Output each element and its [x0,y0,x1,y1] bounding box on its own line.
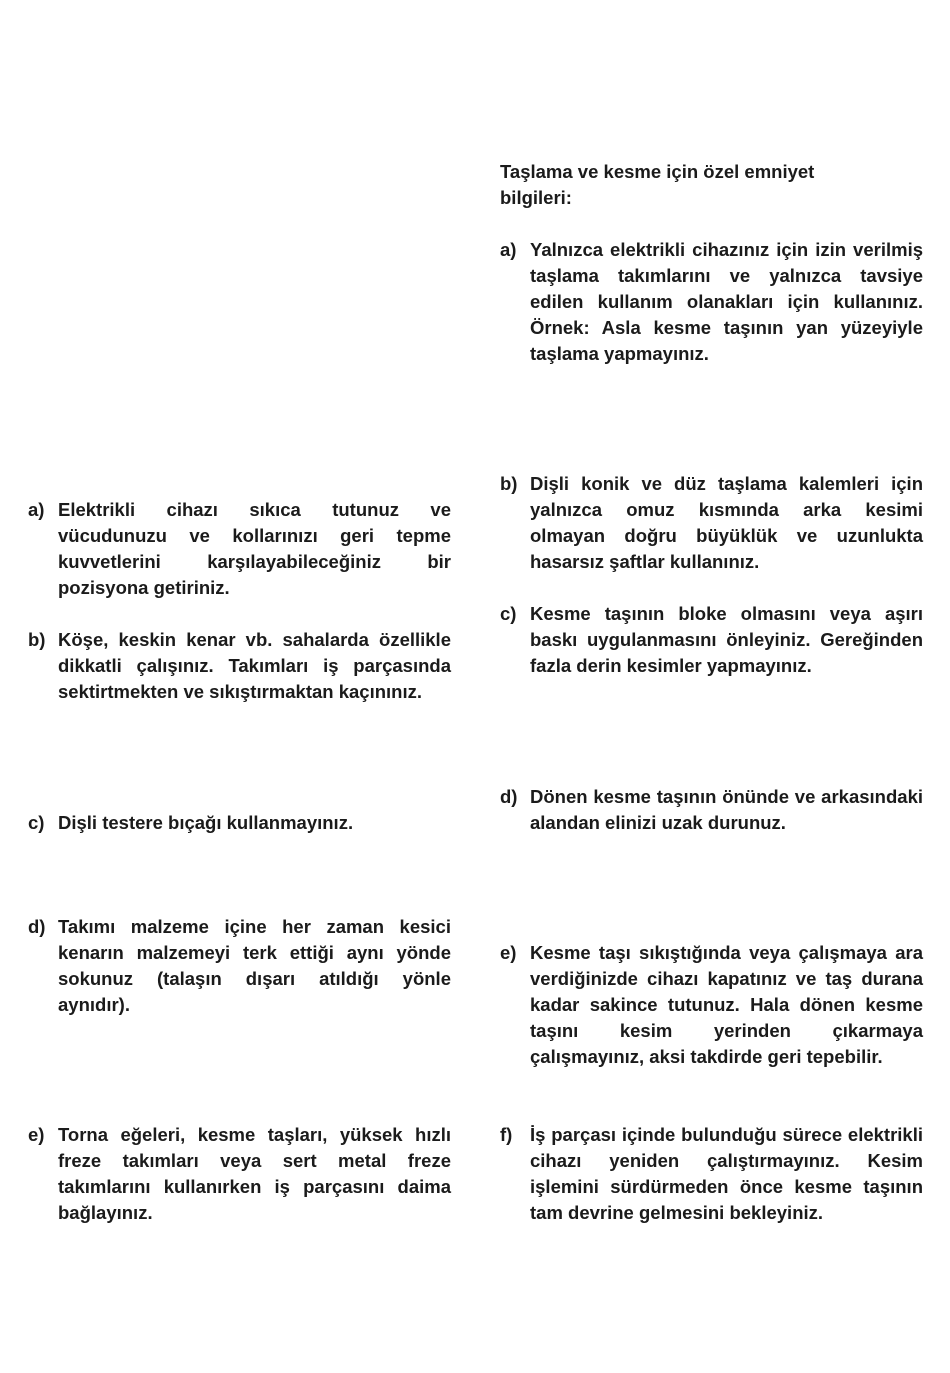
list-item-right-f [500,1122,923,1226]
item-text: Takımı malzeme içine her zaman kesici kenarın malzemeyi terk ettiği aynı yönde sokunuz (talaşın dışarı atıldığı yönle aynıdır). [58,916,451,1015]
item-letter: e) [500,942,517,963]
item-text: Kesme taşı sıkıştığında veya çalışmaya ara verdiğinizde cihazı kapatınız ve taş durana kadar sakince tutunuz. Hala dönen kesme taşını kesim yerinden çıkarmaya çalışmayınız, aksi takdirde geri tepebilir. [530,942,923,1067]
list-item-right-a [500,237,923,367]
item-text: Elektrikli cihazı sıkıca tutunuz ve vücudunuzu ve kollarınızı geri tepme kuvvetlerini karşılayabileceğiniz bir pozisyona getiriniz. [58,499,451,598]
section-heading: Taşlama ve kesme için özel emniyet bilgileri: [500,161,815,208]
item-text: Torna eğeleri, kesme taşları, yüksek hızlı freze takımları veya sert metal freze takımlarını kullanırken iş parçasını daima bağlayınız. [58,1124,451,1223]
item-letter: b) [28,629,46,650]
item-text: Köşe, keskin kenar vb. sahalarda özellikle dikkatli çalışınız. Takımları iş parçasında sektirtmekten ve sıkıştırmaktan kaçınınız. [58,629,451,702]
list-item-left-c [28,810,451,836]
item-letter: d) [500,786,518,807]
list-item-left-b [28,627,451,705]
item-text: Kesme taşının bloke olmasını veya aşırı baskı uygulanmasını önleyiniz. Gereğinden fazla derin kesimler yapmayınız. [530,603,923,676]
item-letter: c) [500,603,517,624]
item-letter: e) [28,1124,45,1145]
list-item-left-e [28,1122,451,1226]
list-item-right-e [500,940,923,1070]
item-text: Dişli konik ve düz taşlama kalemleri için yalnızca omuz kısmında arka kesimi olmayan doğru büyüklük ve uzunlukta hasarsız şaftlar kullanınız. [530,473,923,572]
list-item-right-b [500,471,923,575]
item-letter: a) [500,239,517,260]
item-letter: a) [28,499,45,520]
item-text: Dişli testere bıçağı kullanmayınız. [58,812,354,833]
list-item-left-d [28,914,451,1018]
item-letter: b) [500,473,518,494]
item-letter: f) [500,1124,513,1145]
item-text: Yalnızca elektrikli cihazınız için izin verilmiş taşlama takımlarını ve yalnızca tavsiye edilen kullanım olanakları için kullanınız. Örnek: Asla kesme taşının yan yüzeyiyle taşlama yapmayınız. [530,239,923,364]
item-letter: d) [28,916,46,937]
list-item-left-a [28,497,451,601]
item-text: Dönen kesme taşının önünde ve arkasındaki alandan elinizi uzak durunuz. [530,786,923,833]
item-letter: c) [28,812,45,833]
item-text: İş parçası içinde bulunduğu sürece elektrikli cihazı yeniden çalıştırmayınız. Kesim işlemini sürdürmeden önce kesme taşının tam devrine gelmesini bekleyiniz. [530,1124,923,1223]
list-item-right-d [500,784,923,836]
list-item-right-c [500,601,923,679]
